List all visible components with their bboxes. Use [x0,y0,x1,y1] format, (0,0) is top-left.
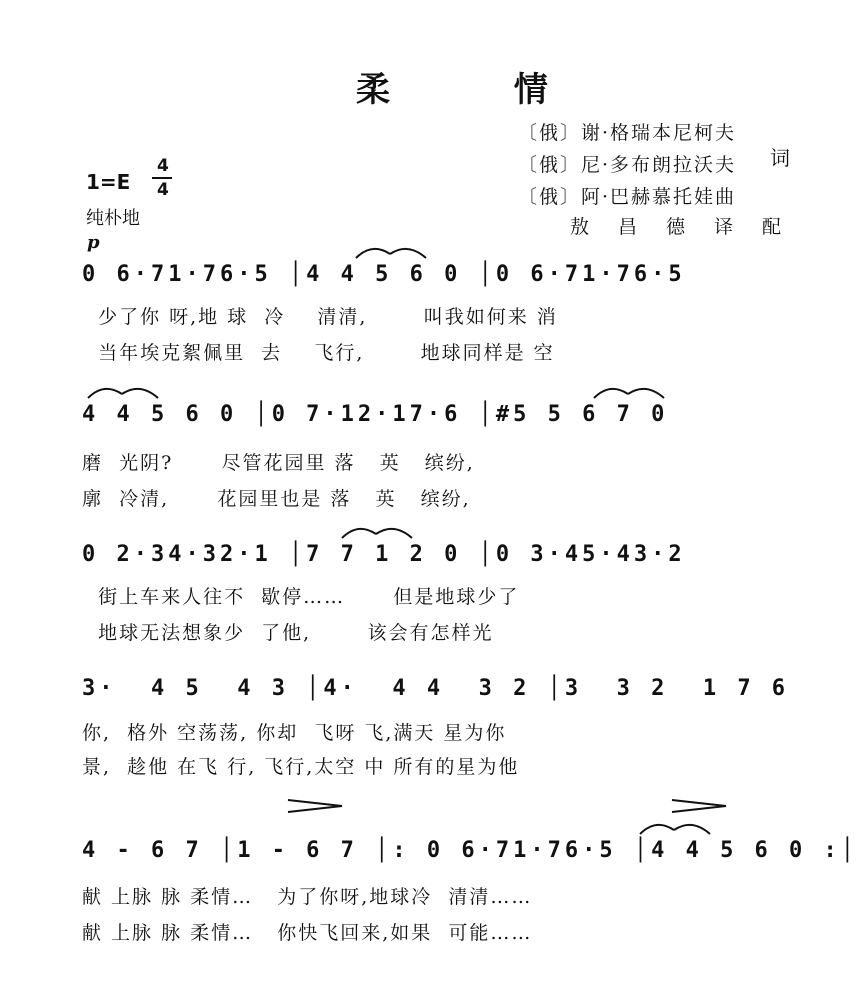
dynamic-marking: p [87,232,100,253]
lyrics-verse-1: 你, 格外 空荡荡, 你却 飞呀 飞,满天 星为你 [82,722,507,744]
lyrics-label: 词 [770,146,792,170]
lyricist-credit-2: 〔俄〕尼·多布朗拉沃夫 [518,154,737,176]
lyrics-verse-1: 街上车来人往不 歇停…… 但是地球少了 [82,586,520,608]
slur-triplet-icon [338,520,418,540]
time-signature-top: 4 [157,156,169,176]
tempo-marking: 纯朴地 [86,208,140,229]
notation-line: 0 6·71·76·5 │4 4 5 6 0 │0 6·71·76·5 [82,262,686,287]
notation-line: 3· 4 5 4 3 │4· 4 4 3 2 │3 3 2 1 7 6 [82,676,790,701]
notation-line: 4 4 5 6 0 │0 7·12·17·6 │#5 5 6 7 0 [82,402,669,427]
time-signature-divider [152,177,172,179]
lyrics-verse-2: 廓 冷清, 花园里也是 落 英 缤纷, [82,488,471,510]
composer-credit: 〔俄〕阿·巴赫慕托娃曲 [518,186,737,208]
lyrics-verse-2: 地球无法想象少 了他, 该会有怎样光 [82,622,494,644]
key-signature: 1=E [86,170,131,194]
slur-triplet-icon [636,816,716,836]
lyrics-verse-2: 景, 趁他 在飞 行, 飞行,太空 中 所有的星为他 [82,756,520,778]
lyrics-verse-2: 献 上脉 脉 柔情… 你快飞回来,如果 可能…… [82,922,533,944]
lyrics-verse-1: 磨 光阴? 尽管花园里 落 英 缤纷, [82,452,475,474]
slur-triplet-icon [84,380,164,400]
slur-triplet-icon [352,240,432,260]
lyrics-verse-1: 少了你 呀,地 球 冷 清清, 叫我如何来 消 [82,306,558,328]
slur-triplet-icon [590,380,670,400]
lyrics-verse-1: 献 上脉 脉 柔情… 为了你呀,地球冷 清清…… [82,886,533,908]
lyricist-credit-1: 〔俄〕谢·格瑞本尼柯夫 [518,122,737,144]
time-signature-bottom: 4 [157,180,169,200]
notation-line: 0 2·34·32·1 │7 7 1 2 0 │0 3·45·43·2 [82,542,686,567]
lyrics-verse-2: 当年埃克絮佩里 去 飞行, 地球同样是 空 [82,342,555,364]
song-title: 柔 情 [356,70,604,110]
notation-line: 4 - 6 7 │1 - 6 7 │: 0 6·71·76·5 │4 4 5 6 0 :│ [82,838,859,863]
decrescendo-hairpin-icon [670,796,730,816]
translator-credit: 敖昌德译配 [570,216,811,238]
decrescendo-hairpin-icon [286,796,346,816]
